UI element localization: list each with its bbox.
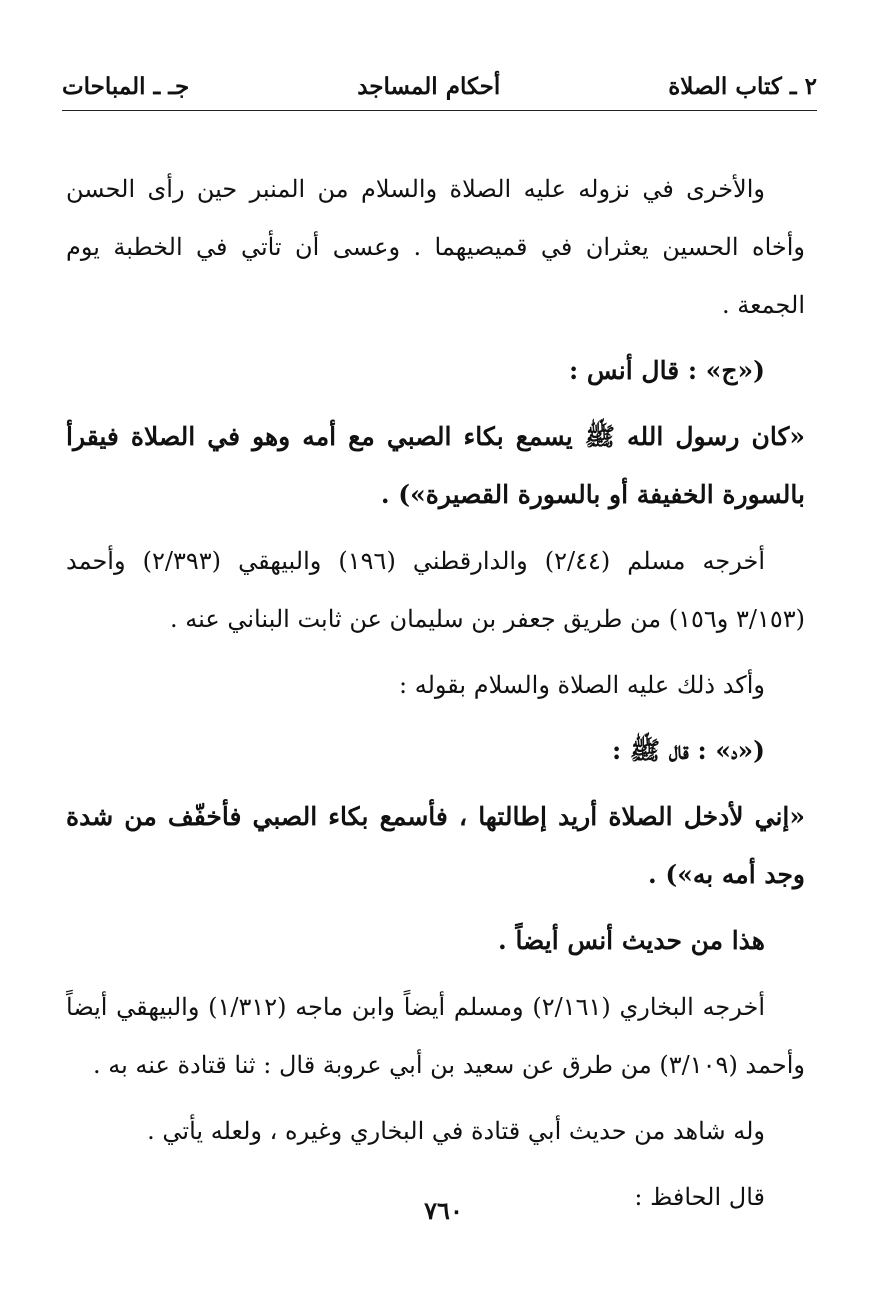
paragraph-heading: («ج» : قال أنس : [569,356,765,385]
hadith-text: «كان رسول الله ﷺ يسمع بكاء الصبي مع أمه وهو في الصلاة فيقرأ بالسورة الخفيفة أو بالسورة القصيرة») . [66,422,805,509]
header-section: جـ ـ المباحات [62,72,190,100]
paragraph-heading: («د» : قال ﷺ : [612,736,765,765]
paragraph: والأخرى في نزوله عليه الصلاة والسلام من المنبر حين رأى الحسن وأخاه الحسين يعثران في قميصيهما . وعسى أن تأتي في الخطبة يوم الجمعة . [66,175,805,319]
header-rule [62,110,817,111]
paragraph: وله شاهد من حديث أبي قتادة في البخاري وغيره ، ولعله يأتي . [147,1117,765,1145]
paragraph: قال الحافظ : [634,1183,765,1211]
paragraph: وأكد ذلك عليه الصلاة والسلام بقوله : [399,671,765,699]
hadith-text: «إني لأدخل الصلاة أريد إطالتها ، فأسمع بكاء الصبي فأخفّف من شدة وجد أمه به») . [66,802,805,889]
page-body [66,160,805,1234]
running-header [62,66,817,106]
paragraph: هذا من حديث أنس أيضاً . [498,926,765,955]
header-title: أحكام المساجد [357,72,501,100]
page-number: ٧٦٠ [424,1196,463,1225]
paragraph: أخرجه مسلم (٢/٤٤) والدارقطني (١٩٦) والبيهقي (٢/٣٩٣) وأحمد (٣/١٥٣ و١٥٦) من طريق جعفر بن سليمان عن ثابت البناني عنه . [66,547,805,633]
paragraph: أخرجه البخاري (٢/١٦١) ومسلم أيضاً وابن ماجه (١/٣١٢) والبيهقي أيضاً وأحمد (٣/١٠٩) من طرق عن سعيد بن أبي عروبة قال : ثنا قتادة عنه به . [66,993,805,1079]
header-chapter: ٢ ـ كتاب الصلاة [668,72,817,100]
